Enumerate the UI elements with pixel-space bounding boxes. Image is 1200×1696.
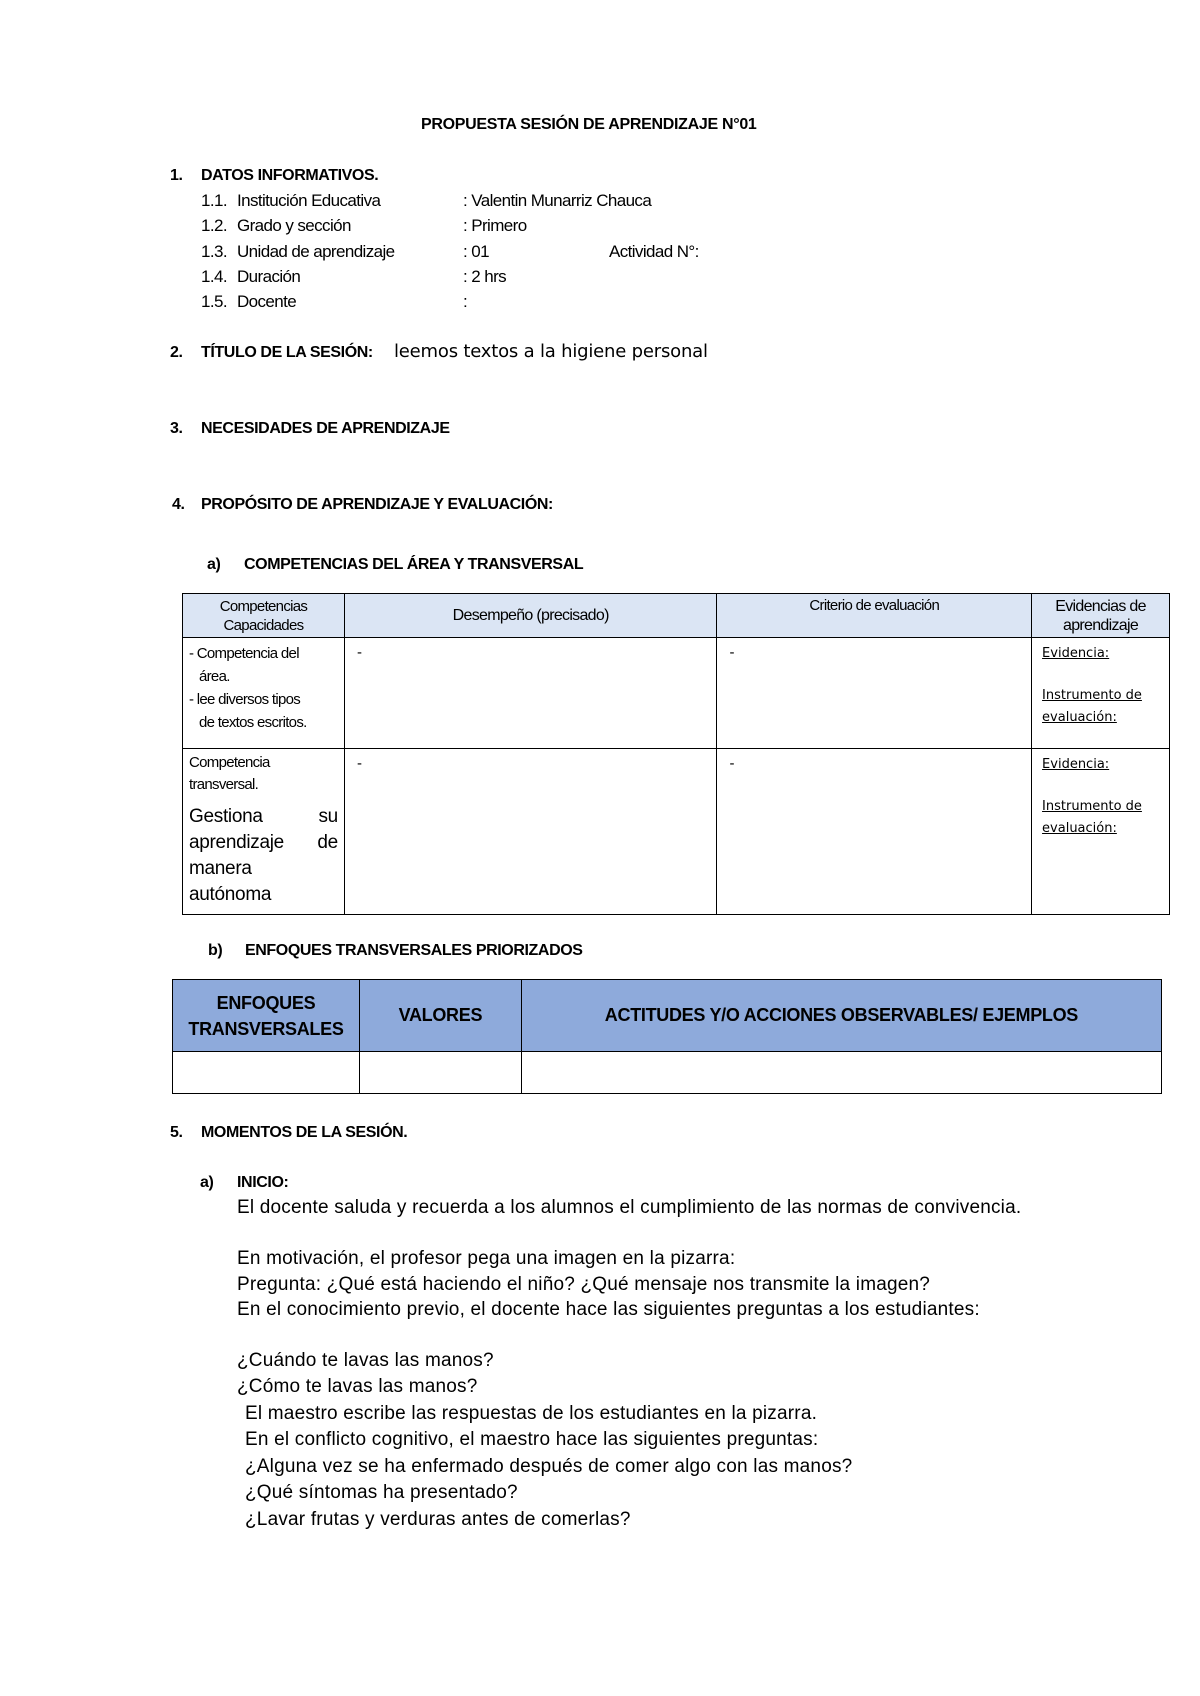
header-criterio: Criterio de evaluación — [717, 594, 1032, 638]
item-1-5-label: Docente — [237, 292, 297, 311]
row1-instrumento-line1: Instrumento de — [1042, 688, 1142, 703]
row1-competencia-line1: - Competencia del — [189, 645, 299, 662]
item-1-1-value: : Valentin Munarriz Chauca — [463, 191, 652, 210]
row2-gestiona-line4: autónoma — [189, 884, 272, 905]
item-1-4-number: 1.4. — [201, 267, 227, 286]
item-1-2-value: : Primero — [463, 216, 527, 235]
item-1-5-number: 1.5. — [201, 292, 227, 311]
header-enfoques-line2: TRANSVERSALES — [188, 1018, 344, 1039]
inicio-heading: INICIO: — [237, 1174, 289, 1191]
header-evidencias-line1: Evidencias de — [1055, 597, 1146, 615]
subsection-b-label: b) — [208, 942, 223, 959]
header-competencias-line2: Capacidades — [223, 616, 304, 634]
session-title-value: leemos textos a la higiene personal — [394, 341, 708, 362]
row2-desempeno: - — [344, 749, 717, 915]
header-actitudes: ACTITUDES Y/O ACCIONES OBSERVABLES/ EJEMPLOS — [521, 980, 1161, 1052]
inicio-line-conflicto: En el conflicto cognitivo, el maestro hace las siguientes preguntas: — [245, 1429, 819, 1450]
section-4-heading: PROPÓSITO DE APRENDIZAJE Y EVALUACIÓN: — [201, 496, 553, 513]
header-enfoques-line1: ENFOQUES — [216, 992, 316, 1013]
valores-cell — [359, 1052, 521, 1094]
row2-evidencias — [1032, 749, 1170, 915]
row1-criterio: - — [717, 638, 1032, 749]
row1-evidencia-label: Evidencia: — [1042, 646, 1110, 661]
row2-competencia-line1: Competencia — [189, 754, 270, 771]
item-1-4-value: : 2 hrs — [463, 267, 507, 286]
row2-gestiona-line3: manera — [189, 858, 252, 879]
item-1-1-label: Institución Educativa — [237, 191, 381, 210]
item-1-2-number: 1.2. — [201, 216, 227, 235]
row2-competencia — [183, 749, 345, 915]
header-desempeno: Desempeño (precisado) — [344, 594, 717, 638]
inicio-question-3: ¿Alguna vez se ha enfermado después de comer algo con las manos? — [245, 1456, 853, 1477]
inicio-line-maestro: El maestro escribe las respuestas de los estudiantes en la pizarra. — [245, 1403, 818, 1424]
row2-criterio: - — [717, 749, 1032, 915]
section-5-number: 5. — [170, 1124, 183, 1141]
item-1-2-label: Grado y sección — [237, 216, 351, 235]
row1-competencia-line4: de textos escritos. — [199, 714, 307, 731]
row2-competencia-line2: transversal. — [189, 776, 259, 793]
item-1-3-number: 1.3. — [201, 242, 227, 261]
inicio-label: a) — [200, 1174, 214, 1191]
competencias-table — [182, 593, 1170, 915]
inicio-line-pregunta: Pregunta: ¿Qué está haciendo el niño? ¿Qué mensaje nos transmite la imagen? — [237, 1274, 931, 1295]
header-valores: VALORES — [359, 980, 521, 1052]
section-3-heading: NECESIDADES DE APRENDIZAJE — [201, 420, 450, 437]
actividad-label: Actividad N°: — [609, 242, 699, 261]
row1-competencia — [183, 638, 345, 749]
section-3-number: 3. — [170, 420, 183, 437]
header-competencias-line1: Competencias — [219, 597, 308, 615]
header-evidencias — [1032, 594, 1170, 638]
inicio-line-motivacion: En motivación, el profesor pega una imagen en la pizarra: — [237, 1248, 736, 1269]
section-1-number: 1. — [170, 167, 183, 184]
inicio-paragraph-1: El docente saluda y recuerda a los alumnos el cumplimiento de las normas de convivencia. — [237, 1197, 1022, 1218]
row2-gestiona-word3: aprendizaje — [189, 832, 284, 853]
inicio-paragraph-2: En el conocimiento previo, el docente hace las siguientes preguntas a los estudiantes: — [237, 1299, 980, 1320]
section-2-heading: TÍTULO DE LA SESIÓN: — [201, 344, 373, 361]
section-5-heading: MOMENTOS DE LA SESIÓN. — [201, 1124, 408, 1141]
item-1-1-number: 1.1. — [201, 191, 227, 210]
subsection-a-label: a) — [207, 556, 221, 573]
row1-evidencias — [1032, 638, 1170, 749]
page-title: PROPUESTA SESIÓN DE APRENDIZAJE N°01 — [421, 116, 757, 133]
row2-gestiona-word1: Gestiona — [189, 806, 263, 827]
row2-instrumento-line2: evaluación: — [1042, 821, 1117, 836]
subsection-b-heading: ENFOQUES TRANSVERSALES PRIORIZADOS — [245, 942, 583, 959]
enfoques-cell — [173, 1052, 360, 1094]
row1-competencia-line3: - lee diversos tipos — [189, 691, 301, 708]
item-1-4-label: Duración — [237, 267, 301, 286]
header-competencias — [183, 594, 345, 638]
row1-competencia-line2: área. — [199, 668, 230, 685]
section-4-number: 4. — [172, 496, 185, 513]
section-2-number: 2. — [170, 344, 183, 361]
item-1-3-value: : 01 — [463, 242, 489, 261]
inicio-question-4: ¿Qué síntomas ha presentado? — [245, 1482, 518, 1503]
enfoques-table — [172, 979, 1162, 1094]
row1-instrumento-line2: evaluación: — [1042, 710, 1117, 725]
row2-evidencia-label: Evidencia: — [1042, 757, 1110, 772]
header-evidencias-line2: aprendizaje — [1063, 616, 1139, 634]
row2-gestiona-word2: su — [318, 806, 338, 827]
row2-gestiona-word4: de — [317, 832, 338, 853]
inicio-question-2: ¿Cómo te lavas las manos? — [237, 1376, 478, 1397]
item-1-5-value: : — [463, 292, 468, 311]
inicio-question-5: ¿Lavar frutas y verduras antes de comerlas? — [245, 1509, 631, 1530]
item-1-3-label: Unidad de aprendizaje — [237, 242, 395, 261]
inicio-question-1: ¿Cuándo te lavas las manos? — [237, 1350, 494, 1371]
header-enfoques — [173, 980, 360, 1052]
section-1-heading: DATOS INFORMATIVOS. — [201, 167, 379, 184]
row2-instrumento-line1: Instrumento de — [1042, 799, 1142, 814]
subsection-a-heading: COMPETENCIAS DEL ÁREA Y TRANSVERSAL — [244, 556, 584, 573]
row1-desempeno: - — [344, 638, 717, 749]
actitudes-cell — [521, 1052, 1161, 1094]
